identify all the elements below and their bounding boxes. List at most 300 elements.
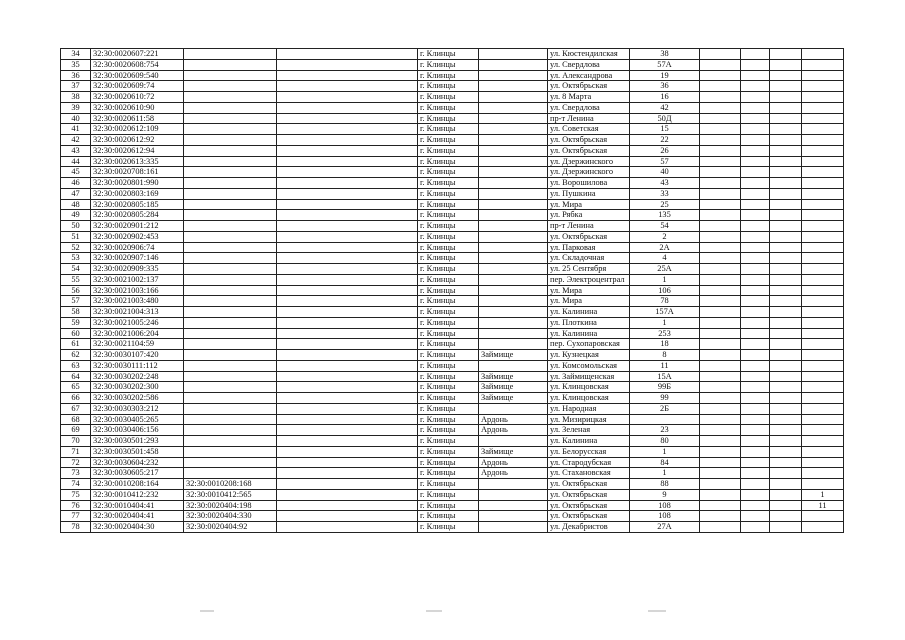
city-cell: г. Клинцы	[418, 113, 479, 124]
cadastral-number-2-cell	[184, 285, 277, 296]
city-cell: г. Клинцы	[418, 350, 479, 361]
cadastral-number-cell: 32:30:0020909:335	[91, 264, 184, 275]
cadastral-number-cell: 32:30:0030405:265	[91, 414, 184, 425]
row-number-cell: 53	[61, 253, 91, 264]
table-row	[61, 436, 844, 447]
extra-cell	[741, 307, 770, 318]
house-number-cell	[630, 414, 700, 425]
last-cell	[802, 178, 844, 189]
extra-cell	[770, 113, 802, 124]
cadastral-number-2-cell	[184, 307, 277, 318]
cadastral-number-cell: 32:30:0020902:453	[91, 231, 184, 242]
row-number-cell: 70	[61, 436, 91, 447]
extra-cell	[700, 468, 741, 479]
locality-cell	[479, 231, 548, 242]
house-number-cell: 1	[630, 468, 700, 479]
locality-cell	[479, 242, 548, 253]
locality-cell: Ардонь	[479, 468, 548, 479]
extra-cell	[770, 167, 802, 178]
empty-cell	[277, 285, 418, 296]
extra-cell	[741, 124, 770, 135]
cadastral-number-2-cell	[184, 135, 277, 146]
cadastral-number-cell: 32:30:0030303:212	[91, 403, 184, 414]
cadastral-number-cell: 32:30:0020610:72	[91, 92, 184, 103]
extra-cell	[741, 446, 770, 457]
row-number-cell: 38	[61, 92, 91, 103]
house-number-cell: 25А	[630, 264, 700, 275]
extra-cell	[741, 403, 770, 414]
cadastral-register-table	[60, 48, 844, 533]
extra-cell	[770, 81, 802, 92]
extra-cell	[741, 59, 770, 70]
house-number-cell: 23	[630, 425, 700, 436]
empty-cell	[277, 382, 418, 393]
extra-cell	[770, 446, 802, 457]
street-cell: ул. Дзержинского	[548, 167, 630, 178]
row-number-cell: 69	[61, 425, 91, 436]
row-number-cell: 37	[61, 81, 91, 92]
cadastral-number-cell: 32:30:0021005:246	[91, 317, 184, 328]
locality-cell	[479, 264, 548, 275]
last-cell	[802, 124, 844, 135]
row-number-cell: 59	[61, 317, 91, 328]
street-cell: ул. Калинина	[548, 436, 630, 447]
extra-cell	[700, 210, 741, 221]
extra-cell	[741, 49, 770, 60]
city-cell: г. Клинцы	[418, 242, 479, 253]
city-cell: г. Клинцы	[418, 178, 479, 189]
last-cell	[802, 253, 844, 264]
extra-cell	[741, 457, 770, 468]
extra-cell	[700, 436, 741, 447]
extra-cell	[700, 296, 741, 307]
locality-cell	[479, 135, 548, 146]
extra-cell	[700, 264, 741, 275]
extra-cell	[741, 188, 770, 199]
extra-cell	[700, 113, 741, 124]
cadastral-number-cell: 32:30:0020805:185	[91, 199, 184, 210]
house-number-cell: 84	[630, 457, 700, 468]
extra-cell	[770, 102, 802, 113]
extra-cell	[770, 188, 802, 199]
cadastral-number-2-cell	[184, 360, 277, 371]
last-cell	[802, 468, 844, 479]
last-cell	[802, 59, 844, 70]
street-cell: ул. Плоткина	[548, 317, 630, 328]
locality-cell	[479, 221, 548, 232]
row-number-cell: 77	[61, 511, 91, 522]
extra-cell	[770, 393, 802, 404]
locality-cell	[479, 70, 548, 81]
empty-cell	[277, 253, 418, 264]
row-number-cell: 39	[61, 102, 91, 113]
city-cell: г. Клинцы	[418, 167, 479, 178]
last-cell	[802, 446, 844, 457]
street-cell: ул. Рябка	[548, 210, 630, 221]
locality-cell: Займище	[479, 382, 548, 393]
locality-cell	[479, 274, 548, 285]
extra-cell	[741, 231, 770, 242]
table-row	[61, 199, 844, 210]
extra-cell	[770, 511, 802, 522]
extra-cell	[770, 264, 802, 275]
last-cell	[802, 414, 844, 425]
last-cell	[802, 274, 844, 285]
locality-cell	[479, 92, 548, 103]
street-cell: ул. 8 Марта	[548, 92, 630, 103]
cadastral-number-cell: 32:30:0020803:169	[91, 188, 184, 199]
street-cell: ул. Октябрьская	[548, 231, 630, 242]
extra-cell	[700, 274, 741, 285]
extra-cell	[700, 124, 741, 135]
locality-cell	[479, 113, 548, 124]
table-row	[61, 393, 844, 404]
table-row	[61, 178, 844, 189]
locality-cell	[479, 210, 548, 221]
cadastral-number-cell: 32:30:0030202:586	[91, 393, 184, 404]
empty-cell	[277, 296, 418, 307]
extra-cell	[770, 468, 802, 479]
table-row	[61, 425, 844, 436]
locality-cell	[479, 436, 548, 447]
extra-cell	[700, 242, 741, 253]
extra-cell	[770, 145, 802, 156]
locality-cell	[479, 339, 548, 350]
extra-cell	[741, 296, 770, 307]
extra-cell	[700, 59, 741, 70]
table-row	[61, 446, 844, 457]
cadastral-number-2-cell: 32:30:0010208:168	[184, 479, 277, 490]
last-cell	[802, 264, 844, 275]
table-row	[61, 156, 844, 167]
locality-cell	[479, 188, 548, 199]
extra-cell	[741, 145, 770, 156]
city-cell: г. Клинцы	[418, 70, 479, 81]
last-cell	[802, 307, 844, 318]
cadastral-number-cell: 32:30:0020612:94	[91, 145, 184, 156]
extra-cell	[741, 156, 770, 167]
locality-cell: Займище	[479, 371, 548, 382]
cadastral-number-cell: 32:30:0021004:313	[91, 307, 184, 318]
last-cell: 1	[802, 489, 844, 500]
last-cell	[802, 511, 844, 522]
row-number-cell: 50	[61, 221, 91, 232]
extra-cell	[770, 199, 802, 210]
cadastral-number-cell: 32:30:0010412:232	[91, 489, 184, 500]
locality-cell	[479, 296, 548, 307]
row-number-cell: 74	[61, 479, 91, 490]
empty-cell	[277, 414, 418, 425]
house-number-cell: 54	[630, 221, 700, 232]
street-cell: ул. Белорусская	[548, 446, 630, 457]
cadastral-number-cell: 32:30:0010208:164	[91, 479, 184, 490]
cadastral-number-cell: 32:30:0020607:221	[91, 49, 184, 60]
row-number-cell: 71	[61, 446, 91, 457]
cadastral-number-2-cell	[184, 59, 277, 70]
street-cell: ул. 25 Сентября	[548, 264, 630, 275]
table-row	[61, 188, 844, 199]
row-number-cell: 67	[61, 403, 91, 414]
locality-cell	[479, 59, 548, 70]
table-row	[61, 113, 844, 124]
empty-cell	[277, 145, 418, 156]
cadastral-number-2-cell	[184, 102, 277, 113]
house-number-cell: 1	[630, 317, 700, 328]
house-number-cell: 43	[630, 178, 700, 189]
extra-cell	[700, 403, 741, 414]
row-number-cell: 57	[61, 296, 91, 307]
extra-cell	[741, 522, 770, 533]
last-cell	[802, 210, 844, 221]
city-cell: г. Клинцы	[418, 274, 479, 285]
cadastral-number-cell: 32:30:0020801:990	[91, 178, 184, 189]
extra-cell	[741, 274, 770, 285]
extra-cell	[770, 328, 802, 339]
extra-cell	[770, 285, 802, 296]
extra-cell	[700, 339, 741, 350]
extra-cell	[741, 436, 770, 447]
cadastral-number-2-cell	[184, 92, 277, 103]
street-cell: ул. Советская	[548, 124, 630, 135]
house-number-cell: 2Б	[630, 403, 700, 414]
street-cell: пер. Электроцентрал	[548, 274, 630, 285]
house-number-cell: 1	[630, 274, 700, 285]
house-number-cell: 57А	[630, 59, 700, 70]
extra-cell	[741, 113, 770, 124]
last-cell	[802, 360, 844, 371]
extra-cell	[770, 253, 802, 264]
street-cell: ул. Кюстендилская	[548, 49, 630, 60]
table-row	[61, 360, 844, 371]
cadastral-number-cell: 32:30:0020906:74	[91, 242, 184, 253]
last-cell	[802, 242, 844, 253]
extra-cell	[741, 371, 770, 382]
last-cell	[802, 113, 844, 124]
last-cell	[802, 285, 844, 296]
row-number-cell: 60	[61, 328, 91, 339]
locality-cell	[479, 307, 548, 318]
locality-cell	[479, 328, 548, 339]
last-cell: 11	[802, 500, 844, 511]
row-number-cell: 48	[61, 199, 91, 210]
house-number-cell: 18	[630, 339, 700, 350]
table-row	[61, 489, 844, 500]
city-cell: г. Клинцы	[418, 102, 479, 113]
extra-cell	[741, 178, 770, 189]
city-cell: г. Клинцы	[418, 210, 479, 221]
empty-cell	[277, 522, 418, 533]
extra-cell	[700, 393, 741, 404]
house-number-cell: 157А	[630, 307, 700, 318]
street-cell: ул. Клинцовская	[548, 393, 630, 404]
house-number-cell: 42	[630, 102, 700, 113]
city-cell: г. Клинцы	[418, 145, 479, 156]
city-cell: г. Клинцы	[418, 59, 479, 70]
extra-cell	[770, 371, 802, 382]
cadastral-number-cell: 32:30:0030111:112	[91, 360, 184, 371]
city-cell: г. Клинцы	[418, 296, 479, 307]
extra-cell	[770, 59, 802, 70]
extra-cell	[770, 178, 802, 189]
last-cell	[802, 49, 844, 60]
last-cell	[802, 188, 844, 199]
city-cell: г. Клинцы	[418, 393, 479, 404]
cadastral-number-cell: 32:30:0021104:59	[91, 339, 184, 350]
house-number-cell: 99Б	[630, 382, 700, 393]
extra-cell	[741, 339, 770, 350]
table-row	[61, 210, 844, 221]
extra-cell	[741, 242, 770, 253]
extra-cell	[770, 49, 802, 60]
cadastral-number-2-cell	[184, 178, 277, 189]
empty-cell	[277, 307, 418, 318]
last-cell	[802, 382, 844, 393]
table-row	[61, 457, 844, 468]
extra-cell	[770, 425, 802, 436]
extra-cell	[700, 199, 741, 210]
cadastral-number-cell: 32:30:0030605:217	[91, 468, 184, 479]
extra-cell	[770, 210, 802, 221]
row-number-cell: 42	[61, 135, 91, 146]
row-number-cell: 44	[61, 156, 91, 167]
cadastral-number-cell: 32:30:0020609:540	[91, 70, 184, 81]
street-cell: ул. Мира	[548, 296, 630, 307]
house-number-cell: 19	[630, 70, 700, 81]
street-cell: ул. Мира	[548, 199, 630, 210]
extra-cell	[700, 102, 741, 113]
locality-cell	[479, 360, 548, 371]
extra-cell	[741, 382, 770, 393]
cadastral-number-cell: 32:30:0020612:92	[91, 135, 184, 146]
last-cell	[802, 403, 844, 414]
cadastral-number-2-cell	[184, 436, 277, 447]
house-number-cell: 26	[630, 145, 700, 156]
empty-cell	[277, 500, 418, 511]
table-row	[61, 70, 844, 81]
scan-artifact	[426, 610, 442, 612]
last-cell	[802, 339, 844, 350]
table-row	[61, 403, 844, 414]
house-number-cell: 22	[630, 135, 700, 146]
street-cell: ул. Стахановская	[548, 468, 630, 479]
extra-cell	[770, 403, 802, 414]
cadastral-number-2-cell	[184, 296, 277, 307]
cadastral-number-cell: 32:30:0021006:204	[91, 328, 184, 339]
locality-cell	[479, 178, 548, 189]
empty-cell	[277, 350, 418, 361]
locality-cell	[479, 49, 548, 60]
table-row	[61, 274, 844, 285]
street-cell: ул. Стародубская	[548, 457, 630, 468]
cadastral-number-2-cell	[184, 468, 277, 479]
cadastral-number-2-cell	[184, 274, 277, 285]
city-cell: г. Клинцы	[418, 446, 479, 457]
last-cell	[802, 167, 844, 178]
street-cell: ул. Октябрьская	[548, 145, 630, 156]
city-cell: г. Клинцы	[418, 511, 479, 522]
house-number-cell: 253	[630, 328, 700, 339]
extra-cell	[770, 500, 802, 511]
cadastral-number-cell: 32:30:0020404:41	[91, 511, 184, 522]
street-cell: ул. Складочная	[548, 253, 630, 264]
extra-cell	[770, 360, 802, 371]
locality-cell	[479, 167, 548, 178]
last-cell	[802, 296, 844, 307]
cadastral-number-2-cell	[184, 350, 277, 361]
empty-cell	[277, 221, 418, 232]
city-cell: г. Клинцы	[418, 124, 479, 135]
house-number-cell: 8	[630, 350, 700, 361]
extra-cell	[770, 414, 802, 425]
extra-cell	[741, 350, 770, 361]
city-cell: г. Клинцы	[418, 339, 479, 350]
cadastral-number-cell: 32:30:0021003:166	[91, 285, 184, 296]
street-cell: ул. Александрова	[548, 70, 630, 81]
extra-cell	[700, 371, 741, 382]
cadastral-number-cell: 32:30:0030107:420	[91, 350, 184, 361]
locality-cell: Займище	[479, 446, 548, 457]
extra-cell	[700, 188, 741, 199]
locality-cell	[479, 522, 548, 533]
extra-cell	[700, 178, 741, 189]
street-cell: ул. Клинцовская	[548, 382, 630, 393]
empty-cell	[277, 436, 418, 447]
table-row	[61, 328, 844, 339]
locality-cell	[479, 479, 548, 490]
extra-cell	[700, 328, 741, 339]
row-number-cell: 51	[61, 231, 91, 242]
extra-cell	[700, 231, 741, 242]
table-row	[61, 500, 844, 511]
extra-cell	[700, 135, 741, 146]
extra-cell	[741, 500, 770, 511]
locality-cell: Займище	[479, 350, 548, 361]
empty-cell	[277, 425, 418, 436]
house-number-cell: 2А	[630, 242, 700, 253]
last-cell	[802, 199, 844, 210]
empty-cell	[277, 393, 418, 404]
cadastral-number-2-cell	[184, 49, 277, 60]
cadastral-number-2-cell	[184, 403, 277, 414]
city-cell: г. Клинцы	[418, 264, 479, 275]
city-cell: г. Клинцы	[418, 500, 479, 511]
city-cell: г. Клинцы	[418, 285, 479, 296]
extra-cell	[741, 167, 770, 178]
locality-cell	[479, 403, 548, 414]
cadastral-number-2-cell	[184, 393, 277, 404]
cadastral-number-2-cell	[184, 70, 277, 81]
last-cell	[802, 328, 844, 339]
cadastral-number-2-cell	[184, 242, 277, 253]
extra-cell	[770, 92, 802, 103]
cadastral-number-cell: 32:30:0030604:232	[91, 457, 184, 468]
city-cell: г. Клинцы	[418, 522, 479, 533]
empty-cell	[277, 167, 418, 178]
city-cell: г. Клинцы	[418, 221, 479, 232]
street-cell: ул. Декабристов	[548, 522, 630, 533]
house-number-cell: 80	[630, 436, 700, 447]
cadastral-number-2-cell	[184, 446, 277, 457]
street-cell: ул. Мира	[548, 285, 630, 296]
locality-cell	[479, 285, 548, 296]
city-cell: г. Клинцы	[418, 489, 479, 500]
table-row	[61, 253, 844, 264]
house-number-cell: 4	[630, 253, 700, 264]
extra-cell	[700, 221, 741, 232]
extra-cell	[700, 500, 741, 511]
cadastral-number-cell: 32:30:0020609:74	[91, 81, 184, 92]
extra-cell	[741, 393, 770, 404]
